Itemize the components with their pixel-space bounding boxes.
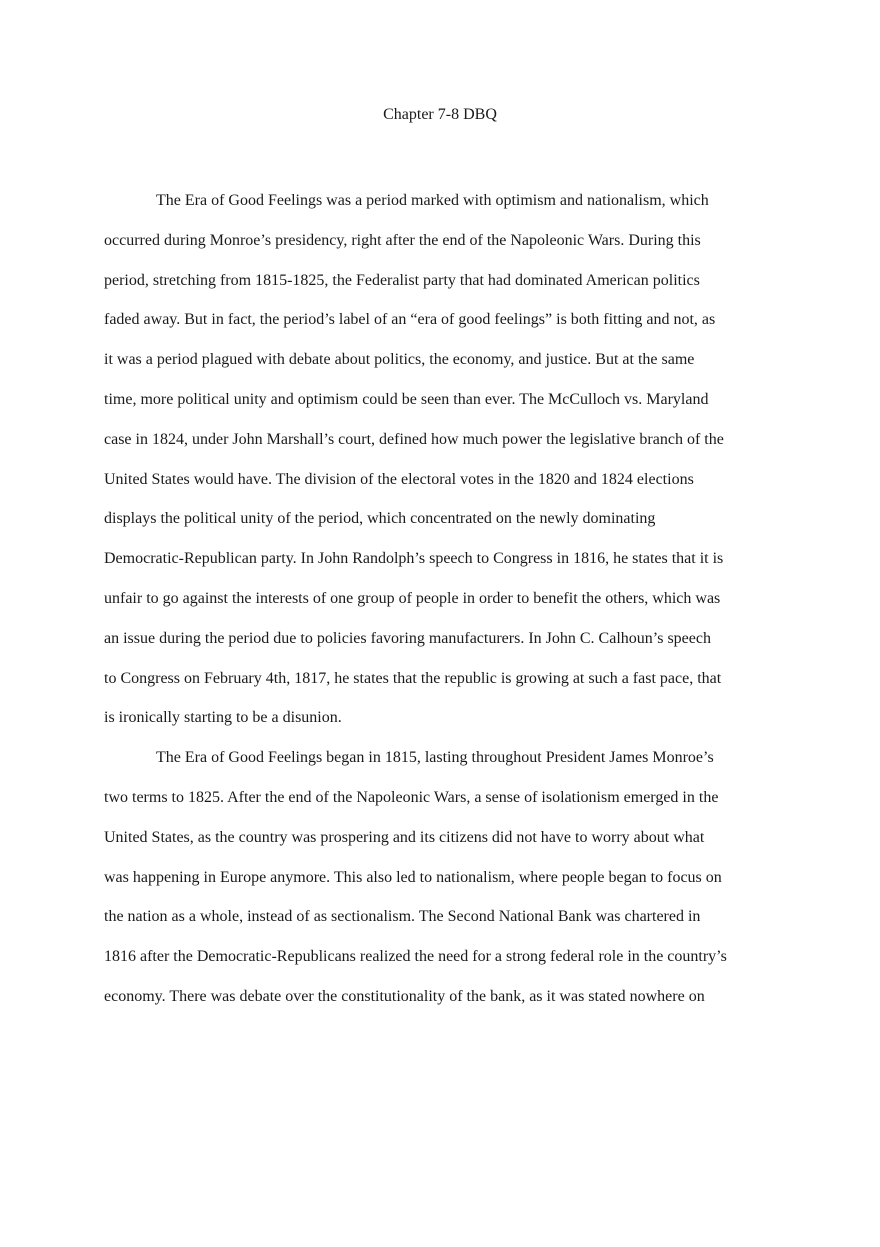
text-line: is ironically starting to be a disunion. xyxy=(104,709,342,727)
text-line: to Congress on February 4th, 1817, he states that the republic is growing at such a fast pace, that xyxy=(104,669,722,687)
text-line: 1816 after the Democratic-Republicans realized the need for a strong federal role in the country’s xyxy=(104,948,727,966)
text-line: unfair to go against the interests of one group of people in order to benefit the others, which was xyxy=(104,589,721,607)
text-line: time, more political unity and optimism could be seen than ever. The McCulloch vs. Maryland xyxy=(104,390,709,408)
text-line: economy. There was debate over the constitutionality of the bank, as it was stated nowhere on xyxy=(104,987,705,1005)
text-line: the nation as a whole, instead of as sectionalism. The Second National Bank was chartered in xyxy=(104,908,701,926)
document-body xyxy=(104,181,780,1017)
text-line: occurred during Monroe’s presidency, right after the end of the Napoleonic Wars. During this xyxy=(104,231,701,249)
text-line: The Era of Good Feelings began in 1815, lasting throughout President James Monroe’s xyxy=(156,749,714,767)
text-line: it was a period plagued with debate about politics, the economy, and justice. But at the same xyxy=(104,351,695,369)
text-line: period, stretching from 1815-1825, the Federalist party that had dominated American politics xyxy=(104,271,700,289)
text-line: two terms to 1825. After the end of the Napoleonic Wars, a sense of isolationism emerged in the xyxy=(104,788,719,806)
text-line: displays the political unity of the period, which concentrated on the newly dominating xyxy=(104,510,656,528)
paragraph-1 xyxy=(104,181,780,738)
document-title: Chapter 7-8 DBQ xyxy=(383,106,497,123)
text-line: an issue during the period due to policies favoring manufacturers. In John C. Calhoun’s speech xyxy=(104,629,711,647)
text-line: faded away. But in fact, the period’s label of an “era of good feelings” is both fitting and not, as xyxy=(104,311,716,329)
text-line: United States would have. The division of the electoral votes in the 1820 and 1824 elections xyxy=(104,470,694,488)
text-line: The Era of Good Feelings was a period marked with optimism and nationalism, which xyxy=(156,192,709,209)
text-line: was happening in Europe anymore. This also led to nationalism, where people began to focus on xyxy=(104,868,722,886)
text-line: United States, as the country was prospering and its citizens did not have to worry about what xyxy=(104,828,705,846)
text-line: Democratic-Republican party. In John Randolph’s speech to Congress in 1816, he states that it is xyxy=(104,550,724,568)
text-line: case in 1824, under John Marshall’s court, defined how much power the legislative branch of the xyxy=(104,430,724,448)
paragraph-2 xyxy=(104,738,780,1017)
